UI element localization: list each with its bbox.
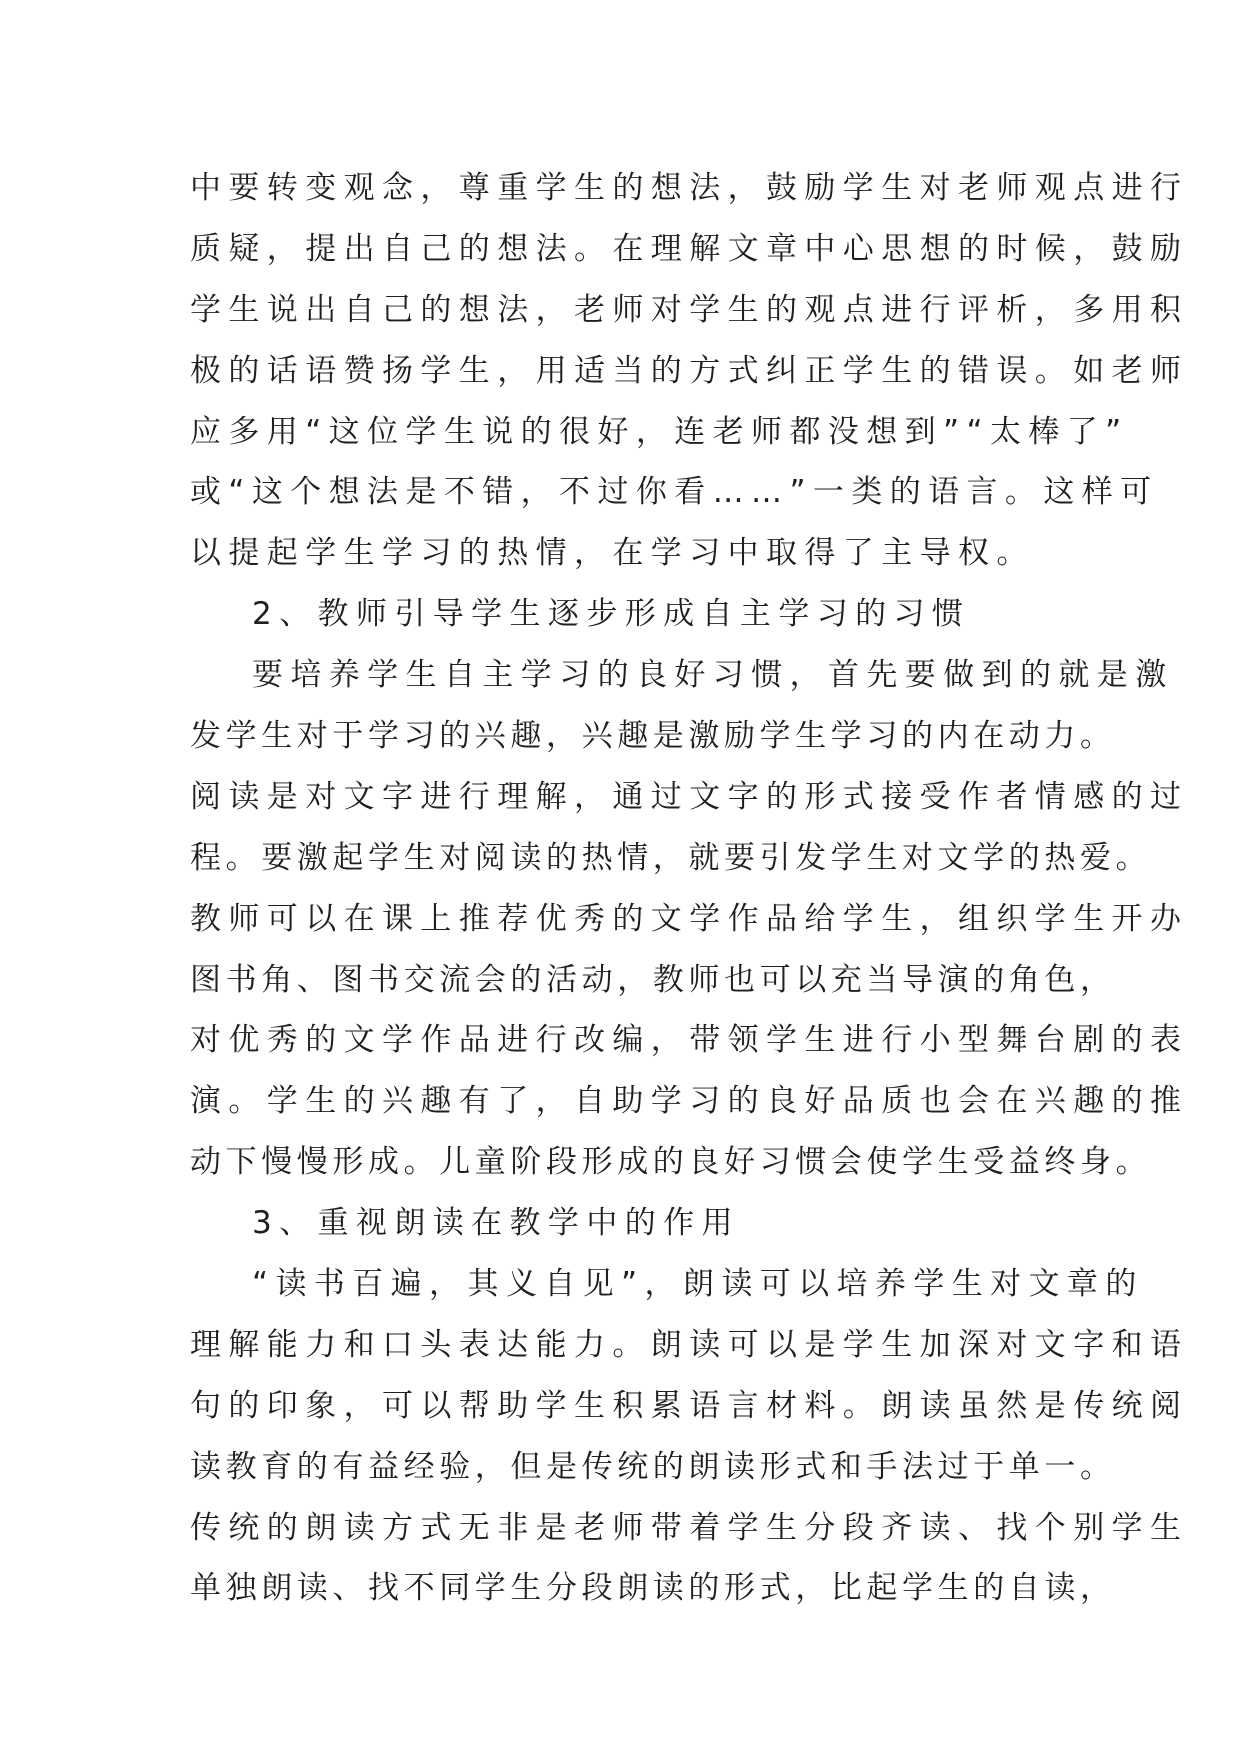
text-line: 理解能力和口头表达能力。朗读可以是学生加深对文字和语 [190, 1326, 1189, 1363]
text-line: 程。要激起学生对阅读的热情，就要引发学生对文学的热爱。 [190, 839, 1152, 876]
text-line: 质疑，提出自己的想法。在理解文章中心思想的时候，鼓励 [190, 230, 1189, 267]
text-line: 句的印象，可以帮助学生积累语言材料。朗读虽然是传统阅 [190, 1387, 1189, 1424]
text-line: 中要转变观念，尊重学生的想法，鼓励学生对老师观点进行 [190, 170, 1189, 206]
text-line: 演。学生的兴趣有了，自助学习的良好品质也会在兴趣的推 [190, 1083, 1189, 1120]
text-line: 3、重视朗读在教学中的作用 [252, 1205, 740, 1242]
text-line: 图书角、图书交流会的活动，教师也可以充当导演的角色， [190, 961, 1116, 998]
text-line: 应多用“这位学生说的很好，连老师都没想到”“太棒了” [190, 413, 1129, 450]
text-line: “读书百遍，其义自见”，朗读可以培养学生对文章的 [252, 1266, 1144, 1303]
text-line: 或“这个想法是不错，不过你看……”一类的语言。这样可 [190, 474, 1159, 511]
text-line: 传统的朗读方式无非是老师带着学生分段齐读、找个别学生 [190, 1509, 1189, 1546]
text-line: 2、教师引导学生逐步形成自主学习的习惯 [252, 596, 971, 633]
text-line: 阅读是对文字进行理解，通过文字的形式接受作者情感的过 [190, 778, 1189, 815]
text-line: 极的话语赞扬学生，用适当的方式纠正学生的错误。如老师 [190, 352, 1189, 389]
text-line: 学生说出自己的想法，老师对学生的观点进行评析，多用积 [190, 291, 1189, 328]
text-line: 教师可以在课上推荐优秀的文学作品给学生，组织学生开办 [190, 900, 1189, 937]
body-text [190, 158, 1189, 1619]
text-line: 发学生对于学习的兴趣，兴趣是激励学生学习的内在动力。 [190, 718, 1116, 755]
text-line: 单独朗读、找不同学生分段朗读的形式，比起学生的自读， [190, 1570, 1116, 1607]
text-line: 动下慢慢形成。儿童阶段形成的良好习惯会使学生受益终身。 [190, 1144, 1152, 1181]
text-line: 要培养学生自主学习的良好习惯，首先要做到的就是激 [252, 657, 1174, 694]
text-line: 以提起学生学习的热情，在学习中取得了主导权。 [190, 535, 1035, 572]
text-line: 对优秀的文学作品进行改编，带领学生进行小型舞台剧的表 [190, 1022, 1189, 1059]
text-line: 读教育的有益经验，但是传统的朗读形式和手法过于单一。 [190, 1448, 1116, 1485]
